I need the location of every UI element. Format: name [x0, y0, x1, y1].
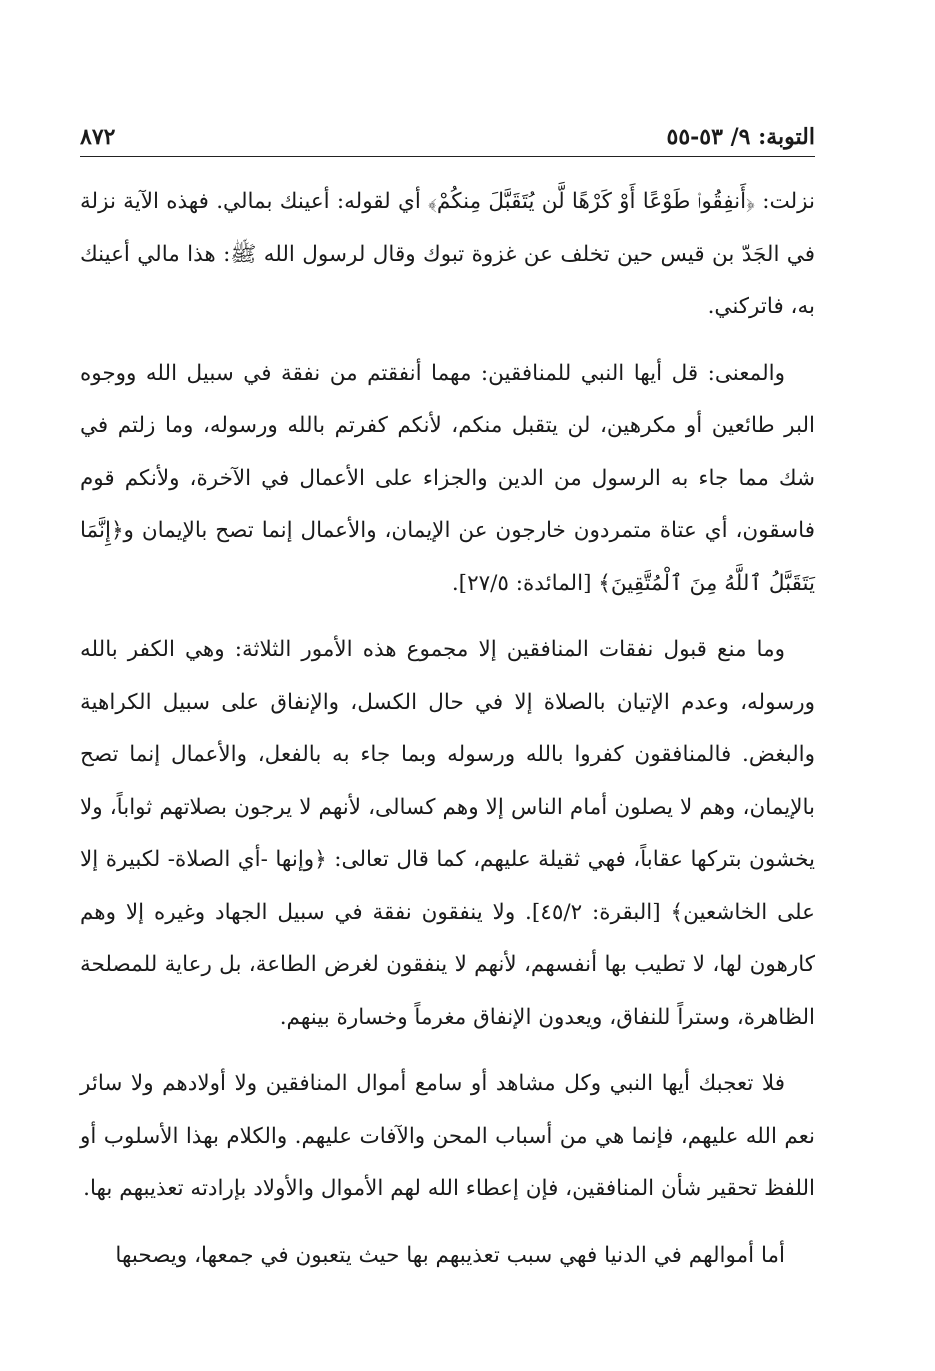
paragraph-2: والمعنى: قل أيها النبي للمنافقين: مهما أنفقتم من نفقة في سبيل الله ووجوه البر طائعين أو مكرهين، لن يتقبل منكم، لأنكم كفرتم بالله ورسوله، وما زلتم في شك مما جاء به الرسول من الدين والجزاء على الأعمال في الآخرة، ولأنكم قوم فاسقون، أي عتاة متمردون خارجون عن الإيمان، والأعمال إنما تصح بالإيمان و﴿إِنَّمَا يَتَقَبَّلُ ٱللَّهُ مِنَ ٱلْمُتَّقِينَ﴾ [المائدة: ٢٧/٥]. [80, 360, 815, 596]
page-number: ٨٧٢ [80, 124, 116, 150]
paragraph-1: نزلت: ﴿أَنفِقُوا۟ طَوْعًا أَوْ كَرْهًا لَّن يُتَقَبَّلَ مِنكُمْ﴾ أي لقوله: أعينك بمالي. فهذه الآية نزلة في الجَدّ بن قيس حين تخلف عن غزوة تبوك وقال لرسول الله ﷺ: هذا مالي أعينك به، فاتركني. [80, 189, 815, 319]
paragraph-5: أما أموالهم في الدنيا فهي سبب تعذيبهم بها حيث يتعبون في جمعها، ويصحبها [115, 1242, 785, 1268]
paragraph-4: فلا تعجبك أيها النبي وكل مشاهد أو سامع أموال المنافقين ولا أولادهم ولا سائر نعم الله عليهم، فإنما هي من أسباب المحن والآفات عليهم. والكلام بهذا الأسلوب أو اللفظ تحقير شأن المنافقين، فإن إعطاء الله لهم الأموال والأولاد بإرادته تعذيبهم بها. [80, 1071, 815, 1201]
section-title: التوبة: ٩/ ٥٣-٥٥ [666, 124, 815, 150]
page-header [80, 122, 815, 157]
page-body [80, 176, 815, 1296]
paragraph-3: وما منع قبول نفقات المنافقين إلا مجموع هذه الأمور الثلاثة: وهي الكفر بالله ورسوله، وعدم الإتيان بالصلاة إلا في حال الكسل، والإنفاق على سبيل الكراهية والبغض. فالمنافقون كفروا بالله ورسوله وبما جاء به بالفعل، والأعمال إنما تصح بالإيمان، وهم لا يصلون أمام الناس إلا وهم كسالى، لأنهم لا يرجون بصلاتهم ثواباً، ولا يخشون بتركها عقاباً، فهي ثقيلة عليهم، كما قال تعالى: ﴿وإنها -أي الصلاة- لكبيرة إلا على الخاشعين﴾ [البقرة: ٤٥/٢]. ولا ينفقون نفقة في سبيل الجهاد وغيره إلا وهم كارهون لها، لا تطيب بها أنفسهم، لأنهم لا ينفقون لغرض الطاعة، بل رعاية للمصلحة الظاهرة، وستراً للنفاق، ويعدون الإنفاق مغرماً وخسارة بينهم. [80, 637, 815, 1030]
